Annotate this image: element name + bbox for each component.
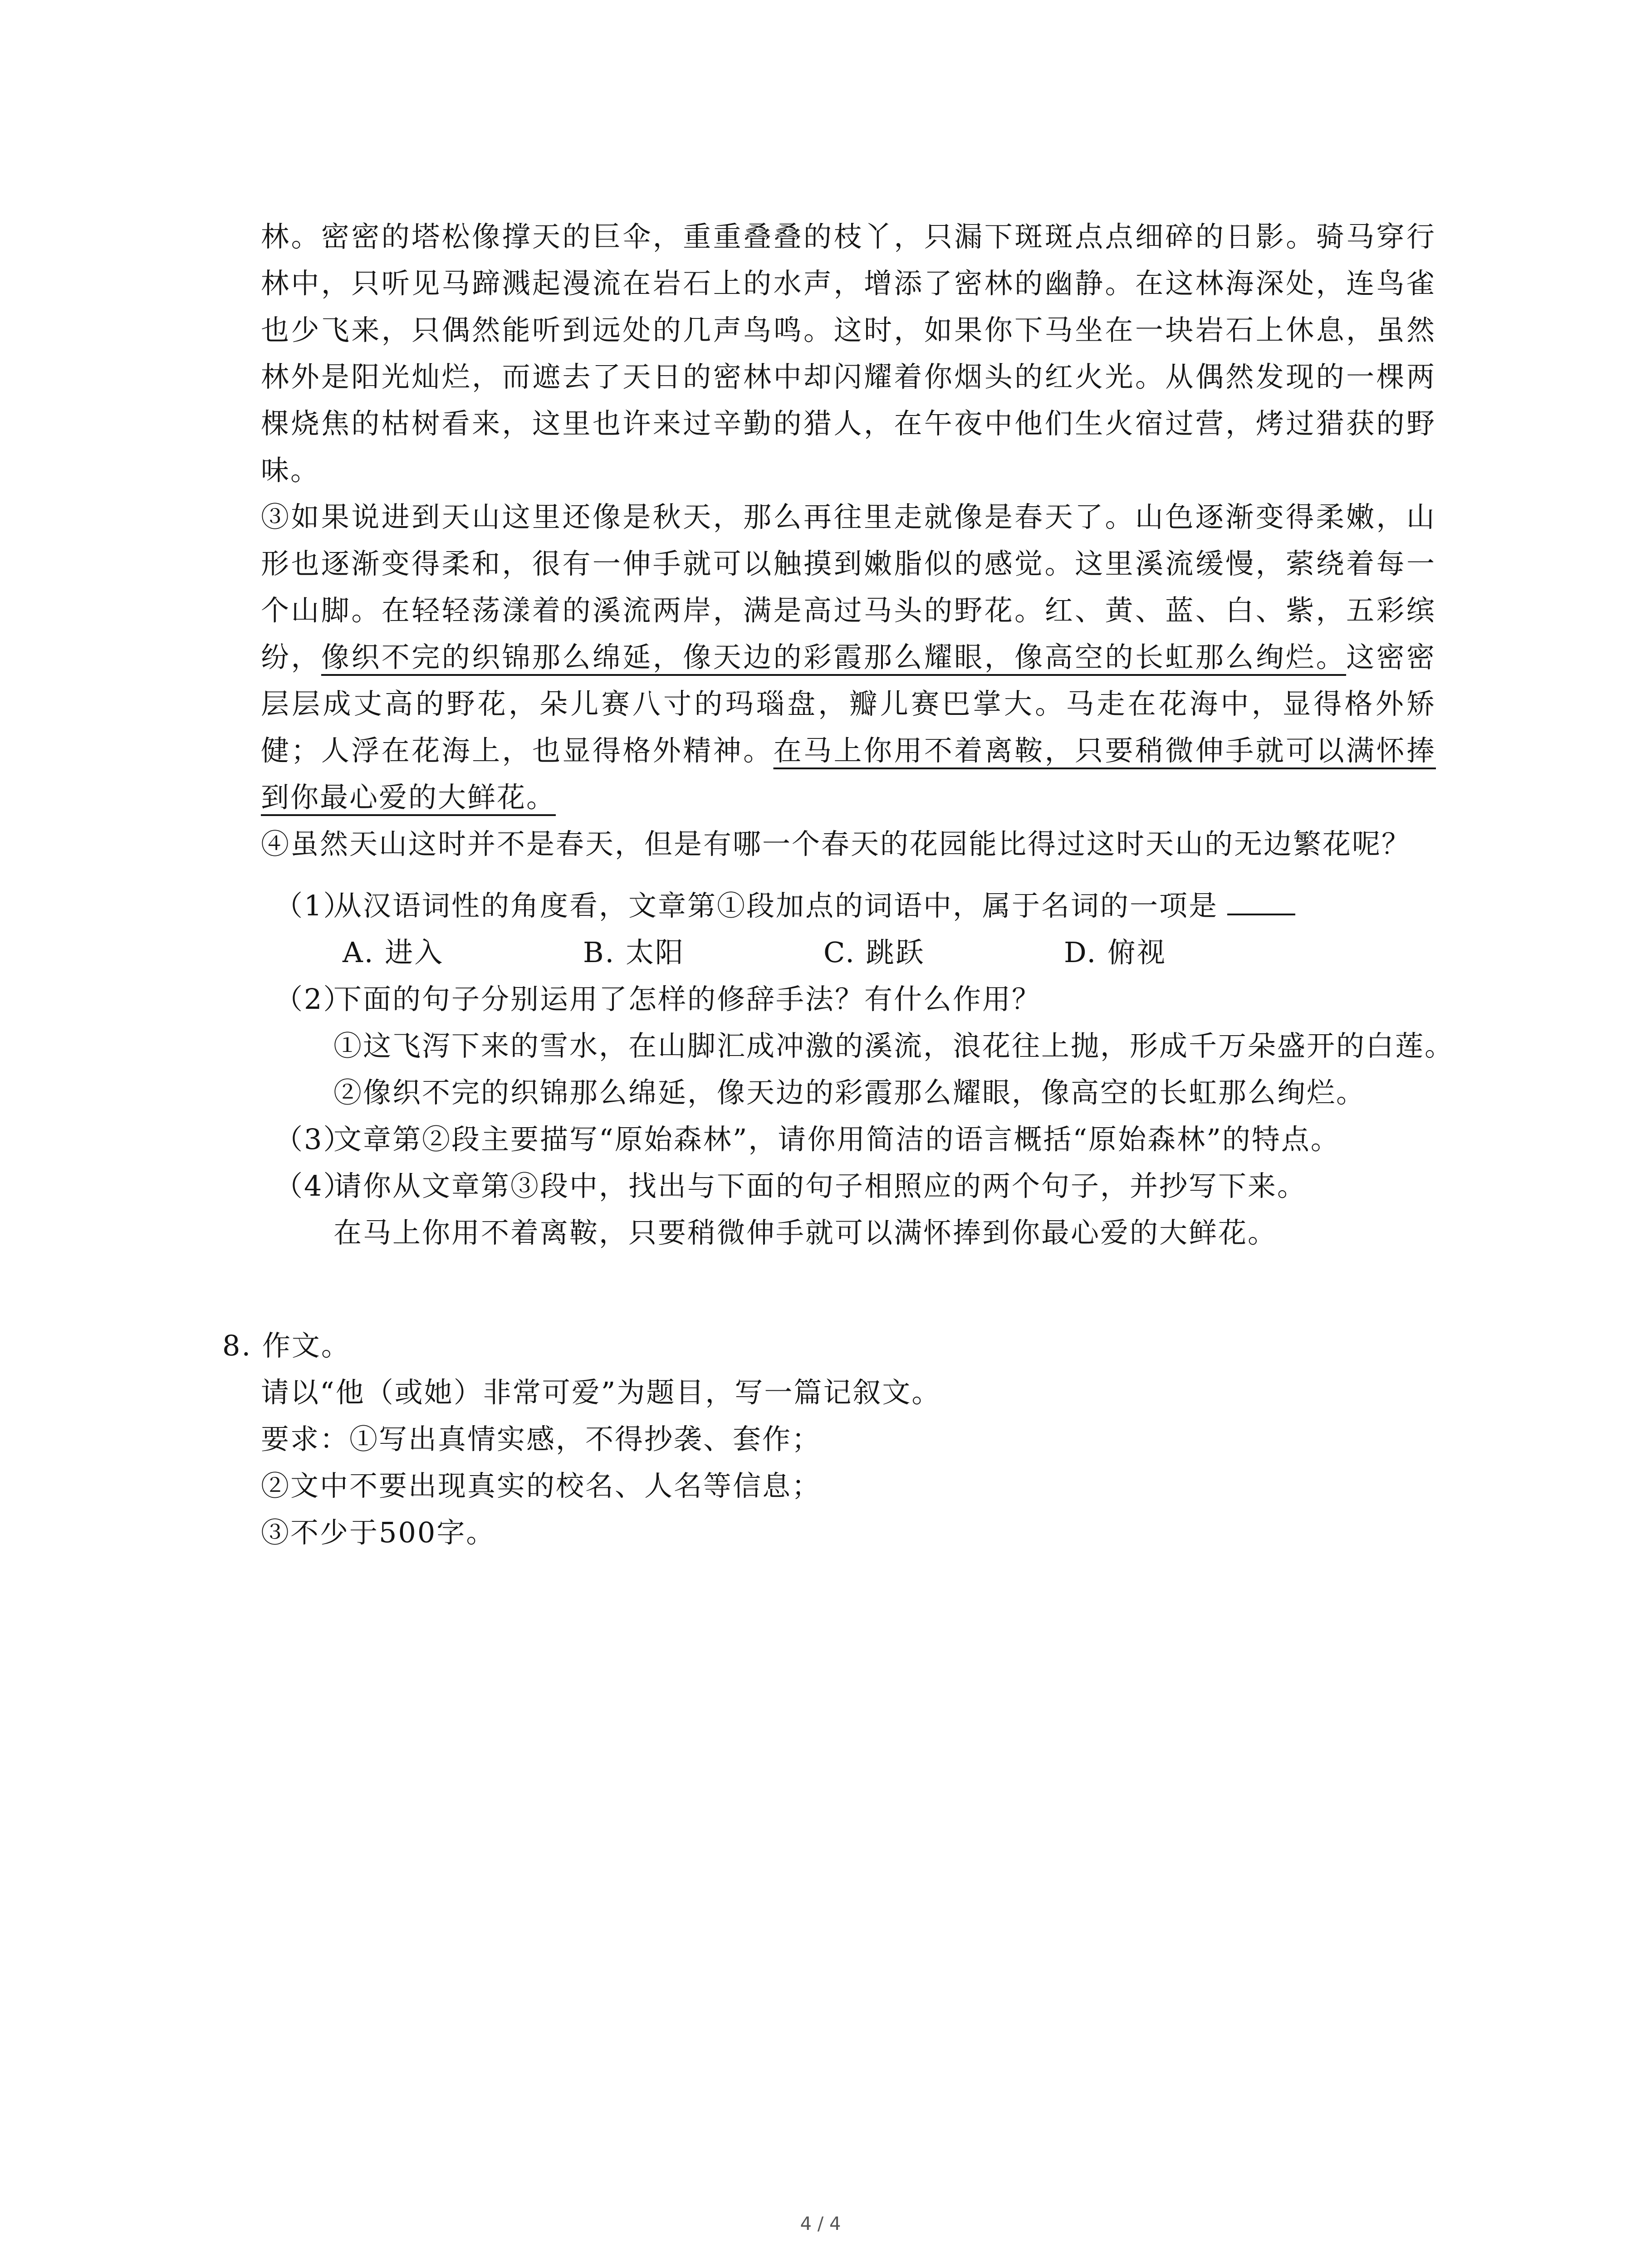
question-2 [274,976,1454,1116]
reading-passage [261,213,1436,867]
underlined-sentence-1: 像织不完的织锦那么绵延，像天边的彩霞那么耀眼，像高空的长虹那么绚烂。 [321,640,1347,674]
essay-requirement-1: 要求：①写出真情实感，不得抄袭、套作； [261,1422,822,1456]
question-2-sentence-1: ①这飞泻下来的雪水，在山脚汇成冲激的溪流，浪花往上抛，形成千万朵盛开的白莲。 [333,1029,1455,1062]
question-2-sentence-2: ②像织不完的织锦那么绵延，像天边的彩霞那么耀眼，像高空的长虹那么绚烂。 [333,1076,1366,1109]
underlined-sentence-2: 在马上你用不着离鞍，只要稍微伸手就可以满怀捧到你最心爱的大鲜花。 [261,734,1436,814]
question-1-number: （1） [274,889,353,922]
paragraph-2-continued: 林。密密的塔松像撑天的巨伞，重重叠叠的枝丫，只漏下斑斑点点细碎的日影。骑马穿行林中，只听见马蹄溅起漫流在岩石上的水声，增添了密林的幽静。在这林海深处，连鸟雀也少飞来，只偶然能听到远处的几声鸟鸣。这时，如果你下马坐在一块岩石上休息，虽然林外是阳光灿烂，而遮去了天日的密林中却闪耀着你烟头的红火光。从偶然发现的一棵两棵烧焦的枯树看来，这里也许来过辛勤的猎人，在午夜中他们生火宿过营，烤过猎获的野味。 [261,220,1436,487]
question-1 [274,882,1454,976]
option-c[interactable]: C. 跳跃 [823,936,925,969]
question-1-options [274,929,1454,976]
paragraph-3-text-b: 这密密层层成丈高的野花，朵儿赛八寸的玛瑙盘，瓣儿赛巴掌大。马走在花海中，显得格外矫健；人浮在花海上，也显得格外精神。 [261,640,1436,767]
option-a[interactable]: A. 进入 [343,936,444,969]
question-3-number: （3） [274,1123,353,1156]
question-2-text: 下面的句子分别运用了怎样的修辞手法？有什么作用？ [333,982,1042,1016]
essay-prompt: 请以“他（或她）非常可爱”为题目，写一篇记叙文。 [261,1376,941,1409]
essay-requirement-3: ③不少于500字。 [261,1516,496,1549]
page-number: 4 / 4 [800,2214,841,2234]
paragraph-3 [261,494,1436,821]
essay-requirement-2: ②文中不要出现真实的校名、人名等信息； [261,1469,822,1502]
paragraph-4: ④虽然天山这时并不是春天，但是有哪一个春天的花园能比得过这时天山的无边繁花呢？ [261,827,1411,860]
question-3 [274,1116,1454,1163]
question-4-sentence: 在马上你用不着离鞍，只要稍微伸手就可以满怀捧到你最心爱的大鲜花。 [333,1216,1278,1249]
question-list [274,882,1454,1256]
question-4-text: 请你从文章第③段中，找出与下面的句子相照应的两个句子，并抄写下来。 [333,1169,1307,1202]
option-b[interactable]: B. 太阳 [583,936,685,969]
option-d[interactable]: D. 俯视 [1064,936,1166,969]
question-4-number: （4） [274,1169,353,1202]
question-2-number: （2） [274,982,353,1016]
question-4 [274,1163,1454,1256]
essay-title: 8. 作文。 [222,1329,351,1362]
paragraph-3-text-a: ③如果说进到天山这里还像是秋天，那么再往里走就像是春天了。山色逐渐变得柔嫩，山形也逐渐变得柔和，很有一伸手就可以触摸到嫩脂似的感觉。这里溪流缓慢，萦绕着每一个山脚。在轻轻荡漾着的溪流两岸，满是高过马头的野花。红、黄、蓝、白、紫，五彩缤纷， [261,500,1436,674]
question-3-text: 文章第②段主要描写“原始森林”，请你用简洁的语言概括“原始森林”的特点。 [333,1123,1340,1156]
question-1-text: 从汉语词性的角度看，文章第①段加点的词语中，属于名词的一项是 [333,889,1219,922]
essay-section [222,1322,1447,1556]
answer-blank[interactable] [1227,885,1295,915]
